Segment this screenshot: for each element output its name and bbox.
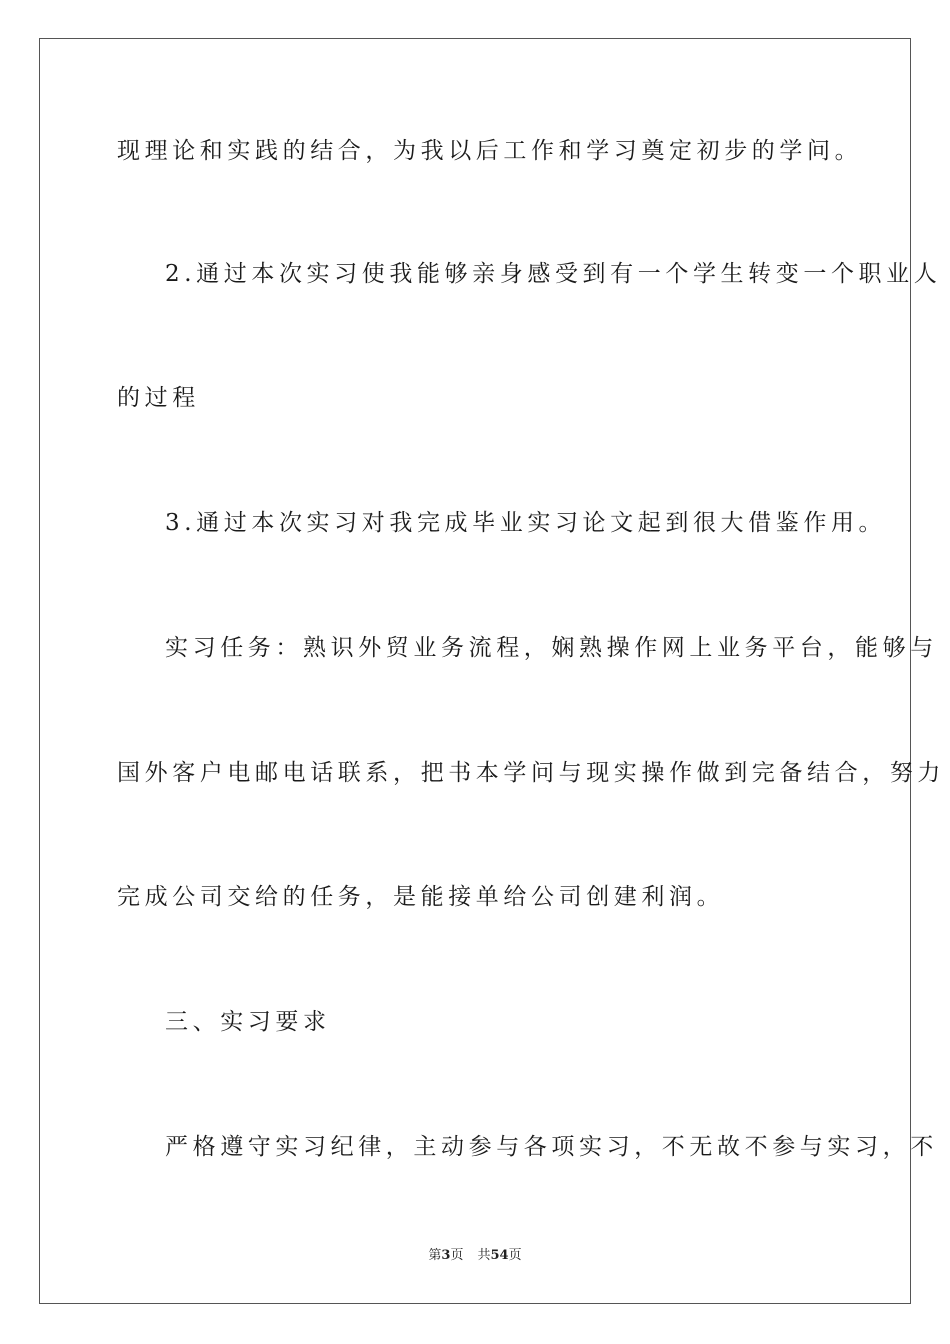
page-label-suffix: 页 [450,1248,464,1263]
section-heading: 三、实习要求 [165,1009,331,1035]
text-line-5: 实习任务：熟识外贸业务流程，娴熟操作网上业务平台，能够与 [165,635,938,661]
page-footer [0,1244,950,1263]
text-line-7: 完成公司交给的任务，是能接单给公司创建利润。 [117,884,725,910]
page-label-prefix: 第 [428,1248,442,1263]
total-pages: 54 [490,1248,509,1263]
page-border [39,38,911,1304]
total-label-prefix: 共 [477,1248,491,1263]
text-line-9: 严格遵守实习纪律，主动参与各项实习，不无故不参与实习，不 [165,1134,938,1160]
text-line-2: 2.通过本次实习使我能够亲身感受到有一个学生转变一个职业人 [165,261,942,287]
page-number: 3 [441,1248,451,1263]
text-line-1: 现理论和实践的结合，为我以后工作和学习奠定初步的学问。 [117,138,863,164]
text-line-3: 的过程 [117,385,200,411]
text-line-4: 3.通过本次实习对我完成毕业实习论文起到很大借鉴作用。 [165,510,887,536]
text-line-6: 国外客户电邮电话联系，把书本学问与现实操作做到完备结合，努力 [117,760,945,786]
total-label-suffix: 页 [508,1248,522,1263]
